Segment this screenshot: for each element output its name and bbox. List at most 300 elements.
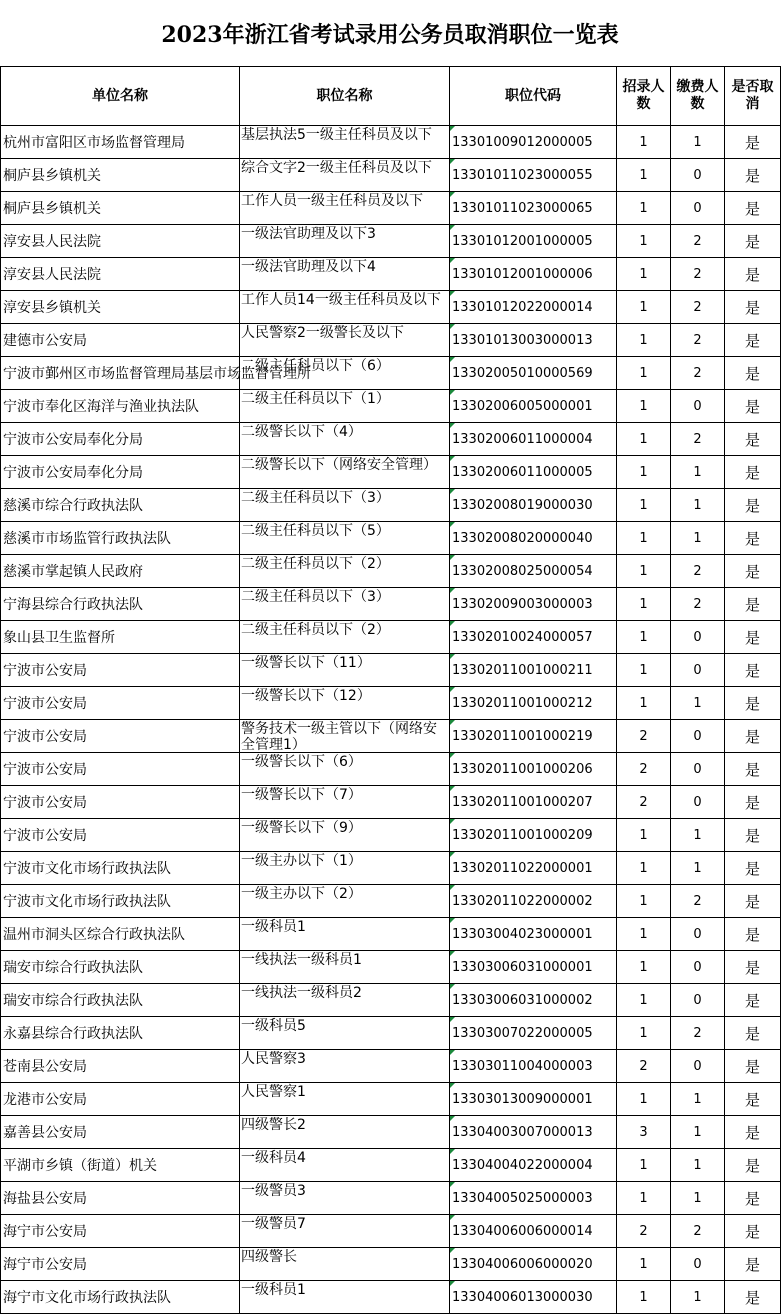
cancel-status-cell[interactable]: 是 <box>725 159 781 192</box>
paid-count-cell[interactable]: 0 <box>671 951 725 984</box>
position-cell[interactable] <box>240 1050 450 1083</box>
paid-count-cell[interactable]: 0 <box>671 1248 725 1281</box>
text-number-indicator-icon <box>450 1215 455 1220</box>
position-cell[interactable] <box>240 192 450 225</box>
paid-count-cell[interactable]: 0 <box>671 192 725 225</box>
position-text: 二级主任科员以下（2） <box>241 622 390 638</box>
paid-count-cell[interactable]: 2 <box>671 291 725 324</box>
cancel-status-cell[interactable]: 是 <box>725 951 781 984</box>
position-cell[interactable] <box>240 588 450 621</box>
text-number-indicator-icon <box>450 687 455 692</box>
hire-count-cell[interactable]: 2 <box>617 753 671 786</box>
paid-count-cell[interactable]: 1 <box>671 1116 725 1149</box>
position-cell[interactable] <box>240 126 450 159</box>
hire-count-cell[interactable]: 1 <box>617 852 671 885</box>
text-number-indicator-icon <box>450 390 455 395</box>
code-cell[interactable] <box>450 984 617 1017</box>
hire-count-cell[interactable]: 1 <box>617 1281 671 1314</box>
cancel-status-cell[interactable]: 是 <box>725 258 781 291</box>
code-cell[interactable] <box>450 852 617 885</box>
table-row <box>1 258 781 291</box>
paid-count-cell[interactable]: 1 <box>671 819 725 852</box>
unit-cell[interactable]: 苍南县公安局 <box>1 1050 240 1083</box>
paid-count-cell[interactable]: 2 <box>671 1215 725 1248</box>
position-cell[interactable] <box>240 423 450 456</box>
hire-count-cell[interactable]: 2 <box>617 720 671 753</box>
position-text: 工作人员14一级主任科员及以下 <box>241 292 441 308</box>
code-cell[interactable] <box>450 786 617 819</box>
position-cell[interactable] <box>240 819 450 852</box>
code-cell[interactable] <box>450 555 617 588</box>
text-number-indicator-icon <box>450 522 455 527</box>
header-paid[interactable]: 缴费人数 <box>671 67 725 126</box>
code-text: 13301011023000065 <box>452 200 593 216</box>
position-cell[interactable] <box>240 786 450 819</box>
code-cell[interactable] <box>450 225 617 258</box>
code-cell[interactable] <box>450 588 617 621</box>
code-cell[interactable] <box>450 1017 617 1050</box>
table-row <box>1 951 781 984</box>
position-cell[interactable] <box>240 456 450 489</box>
hire-count-cell[interactable]: 1 <box>617 918 671 951</box>
paid-count-cell[interactable]: 2 <box>671 423 725 456</box>
unit-cell[interactable]: 宁波市公安局 <box>1 687 240 720</box>
hire-count-cell[interactable]: 1 <box>617 126 671 159</box>
hire-count-cell[interactable]: 1 <box>617 489 671 522</box>
code-cell[interactable] <box>450 522 617 555</box>
code-cell[interactable] <box>450 423 617 456</box>
position-cell[interactable] <box>240 687 450 720</box>
code-cell[interactable] <box>450 390 617 423</box>
code-cell[interactable] <box>450 819 617 852</box>
position-text: 人民警察3 <box>241 1051 306 1067</box>
code-cell[interactable] <box>450 1281 617 1314</box>
code-cell[interactable] <box>450 192 617 225</box>
cancel-status-cell[interactable]: 是 <box>725 654 781 687</box>
position-cell[interactable] <box>240 390 450 423</box>
unit-cell[interactable]: 淳安县人民法院 <box>1 225 240 258</box>
unit-cell[interactable]: 永嘉县综合行政执法队 <box>1 1017 240 1050</box>
table-row <box>1 852 781 885</box>
paid-count-cell[interactable]: 2 <box>671 357 725 390</box>
position-cell[interactable] <box>240 291 450 324</box>
code-cell[interactable] <box>450 687 617 720</box>
code-text: 13302011022000001 <box>452 860 593 876</box>
unit-cell[interactable]: 桐庐县乡镇机关 <box>1 192 240 225</box>
table-row <box>1 918 781 951</box>
unit-cell[interactable]: 淳安县人民法院 <box>1 258 240 291</box>
header-unit[interactable]: 单位名称 <box>1 67 240 126</box>
unit-cell[interactable]: 宁海县综合行政执法队 <box>1 588 240 621</box>
text-number-indicator-icon <box>450 192 455 197</box>
code-text: 13302009003000003 <box>452 596 593 612</box>
code-cell[interactable] <box>450 324 617 357</box>
position-cell[interactable] <box>240 753 450 786</box>
table-row <box>1 984 781 1017</box>
text-number-indicator-icon <box>450 159 455 164</box>
unit-cell[interactable]: 宁波市公安局 <box>1 819 240 852</box>
paid-count-cell[interactable]: 0 <box>671 390 725 423</box>
cancel-status-cell[interactable]: 是 <box>725 819 781 852</box>
hire-count-cell[interactable]: 1 <box>617 423 671 456</box>
hire-count-cell[interactable]: 1 <box>617 819 671 852</box>
header-code[interactable]: 职位代码 <box>450 67 617 126</box>
code-cell[interactable] <box>450 1248 617 1281</box>
hire-count-cell[interactable]: 1 <box>617 522 671 555</box>
position-text: 一级科员1 <box>241 919 306 935</box>
hire-count-cell[interactable]: 2 <box>617 786 671 819</box>
unit-cell[interactable]: 宁波市公安局 <box>1 753 240 786</box>
unit-cell[interactable]: 宁波市公安局 <box>1 786 240 819</box>
position-cell[interactable] <box>240 159 450 192</box>
position-cell[interactable] <box>240 1281 450 1314</box>
position-cell[interactable] <box>240 621 450 654</box>
unit-cell[interactable]: 宁波市文化市场行政执法队 <box>1 885 240 918</box>
code-cell[interactable] <box>450 489 617 522</box>
code-cell[interactable] <box>450 159 617 192</box>
code-text: 13301013003000013 <box>452 332 593 348</box>
cancel-status-cell[interactable]: 是 <box>725 984 781 1017</box>
unit-cell[interactable]: 平湖市乡镇（街道）机关 <box>1 1149 240 1182</box>
paid-count-cell[interactable]: 1 <box>671 852 725 885</box>
code-cell[interactable] <box>450 951 617 984</box>
unit-cell[interactable]: 慈溪市综合行政执法队 <box>1 489 240 522</box>
paid-count-cell[interactable]: 0 <box>671 159 725 192</box>
text-number-indicator-icon <box>450 918 455 923</box>
unit-cell[interactable]: 慈溪市掌起镇人民政府 <box>1 555 240 588</box>
hire-count-cell[interactable]: 1 <box>617 951 671 984</box>
cancel-status-cell[interactable]: 是 <box>725 621 781 654</box>
text-number-indicator-icon <box>450 984 455 989</box>
unit-cell[interactable]: 桐庐县乡镇机关 <box>1 159 240 192</box>
code-text: 13303013009000001 <box>452 1091 593 1107</box>
position-cell[interactable] <box>240 324 450 357</box>
cancel-status-cell[interactable]: 是 <box>725 423 781 456</box>
cancel-status-cell[interactable]: 是 <box>725 588 781 621</box>
code-cell[interactable] <box>450 126 617 159</box>
unit-cell[interactable]: 海宁市公安局 <box>1 1248 240 1281</box>
paid-count-cell[interactable]: 0 <box>671 1050 725 1083</box>
paid-count-cell[interactable]: 0 <box>671 918 725 951</box>
code-text: 13301012022000014 <box>452 299 593 315</box>
code-text: 13302010024000057 <box>452 629 593 645</box>
hire-count-cell[interactable]: 1 <box>617 390 671 423</box>
cancel-status-cell[interactable]: 是 <box>725 720 781 753</box>
table-row <box>1 753 781 786</box>
unit-cell[interactable]: 宁波市公安局 <box>1 654 240 687</box>
hire-count-cell[interactable]: 1 <box>617 357 671 390</box>
cancel-status-cell[interactable]: 是 <box>725 1083 781 1116</box>
text-number-indicator-icon <box>450 1116 455 1121</box>
cancel-status-cell[interactable]: 是 <box>725 555 781 588</box>
hire-count-cell[interactable]: 1 <box>617 324 671 357</box>
position-cell[interactable] <box>240 357 450 390</box>
unit-cell[interactable]: 宁波市奉化区海洋与渔业执法队 <box>1 390 240 423</box>
position-text: 一级法官助理及以下3 <box>241 226 376 242</box>
paid-count-cell[interactable]: 2 <box>671 1017 725 1050</box>
paid-count-cell[interactable]: 0 <box>671 753 725 786</box>
code-text: 13304003007000013 <box>452 1124 593 1140</box>
position-cell[interactable] <box>240 555 450 588</box>
paid-count-cell[interactable]: 1 <box>671 522 725 555</box>
cancel-status-cell[interactable]: 是 <box>725 885 781 918</box>
position-text: 一级警长以下（12） <box>241 688 371 704</box>
cancel-status-cell[interactable]: 是 <box>725 1050 781 1083</box>
cancel-status-cell[interactable]: 是 <box>725 456 781 489</box>
code-cell[interactable] <box>450 1182 617 1215</box>
cancel-status-cell[interactable]: 是 <box>725 1116 781 1149</box>
text-number-indicator-icon <box>450 819 455 824</box>
code-cell[interactable] <box>450 720 617 753</box>
header-hire[interactable]: 招录人数 <box>617 67 671 126</box>
hire-count-cell[interactable]: 1 <box>617 687 671 720</box>
paid-count-cell[interactable]: 0 <box>671 720 725 753</box>
position-cell[interactable] <box>240 489 450 522</box>
unit-cell[interactable]: 瑞安市综合行政执法队 <box>1 984 240 1017</box>
paid-count-cell[interactable]: 1 <box>671 1083 725 1116</box>
cancel-status-cell[interactable]: 是 <box>725 1182 781 1215</box>
position-text: 一级警员3 <box>241 1183 306 1199</box>
cancel-status-cell[interactable]: 是 <box>725 357 781 390</box>
unit-cell[interactable]: 温州市洞头区综合行政执法队 <box>1 918 240 951</box>
code-text: 13302006005000001 <box>452 398 593 414</box>
position-cell[interactable] <box>240 720 450 753</box>
table-row <box>1 654 781 687</box>
code-text: 13302011001000206 <box>452 761 593 777</box>
header-cancel[interactable]: 是否取消 <box>725 67 781 126</box>
position-text: 一级警长以下（7） <box>241 787 362 803</box>
position-text: 四级警长 <box>241 1249 297 1265</box>
hire-count-cell[interactable]: 1 <box>617 1149 671 1182</box>
position-text: 一级警长以下（11） <box>241 655 371 671</box>
code-text: 13302011001000207 <box>452 794 593 810</box>
unit-cell[interactable]: 瑞安市综合行政执法队 <box>1 951 240 984</box>
code-text: 13302008020000040 <box>452 530 593 546</box>
cancel-status-cell[interactable]: 是 <box>725 291 781 324</box>
text-number-indicator-icon <box>450 621 455 626</box>
position-cell[interactable] <box>240 522 450 555</box>
position-text: 人民警察1 <box>241 1084 306 1100</box>
paid-count-cell[interactable]: 2 <box>671 324 725 357</box>
hire-count-cell[interactable]: 1 <box>617 159 671 192</box>
hire-count-cell[interactable]: 1 <box>617 555 671 588</box>
code-cell[interactable] <box>450 1050 617 1083</box>
code-cell[interactable] <box>450 1149 617 1182</box>
cancel-status-cell[interactable]: 是 <box>725 489 781 522</box>
text-number-indicator-icon <box>450 291 455 296</box>
unit-cell[interactable]: 象山县卫生监督所 <box>1 621 240 654</box>
cancel-status-cell[interactable]: 是 <box>725 1215 781 1248</box>
code-cell[interactable] <box>450 456 617 489</box>
hire-count-cell[interactable]: 3 <box>617 1116 671 1149</box>
code-cell[interactable] <box>450 885 617 918</box>
unit-cell[interactable]: 海宁市文化市场行政执法队 <box>1 1281 240 1314</box>
cancel-status-cell[interactable]: 是 <box>725 225 781 258</box>
position-cell[interactable] <box>240 1149 450 1182</box>
hire-count-cell[interactable]: 1 <box>617 1248 671 1281</box>
position-cell[interactable] <box>240 984 450 1017</box>
header-position[interactable]: 职位名称 <box>240 67 450 126</box>
hire-count-cell[interactable]: 1 <box>617 1182 671 1215</box>
cancel-status-cell[interactable]: 是 <box>725 324 781 357</box>
table-row <box>1 1083 781 1116</box>
unit-cell[interactable]: 杭州市富阳区市场监督管理局 <box>1 126 240 159</box>
cancel-status-cell[interactable]: 是 <box>725 918 781 951</box>
unit-cell[interactable]: 淳安县乡镇机关 <box>1 291 240 324</box>
table-row <box>1 885 781 918</box>
cancel-status-cell[interactable]: 是 <box>725 126 781 159</box>
code-cell[interactable] <box>450 753 617 786</box>
code-cell[interactable] <box>450 1215 617 1248</box>
position-text: 一级科员4 <box>241 1150 306 1166</box>
cancel-status-cell[interactable]: 是 <box>725 1149 781 1182</box>
hire-count-cell[interactable]: 1 <box>617 291 671 324</box>
text-number-indicator-icon <box>450 951 455 956</box>
table-row <box>1 1116 781 1149</box>
paid-count-cell[interactable]: 1 <box>671 489 725 522</box>
unit-cell[interactable]: 宁波市鄞州区市场监督管理局基层市场监督管理所 <box>1 357 240 390</box>
unit-cell[interactable]: 建德市公安局 <box>1 324 240 357</box>
cancel-status-cell[interactable]: 是 <box>725 390 781 423</box>
code-cell[interactable] <box>450 258 617 291</box>
text-number-indicator-icon <box>450 885 455 890</box>
text-number-indicator-icon <box>450 1050 455 1055</box>
position-text: 二级主任科员以下（3） <box>241 589 390 605</box>
table-row <box>1 357 781 390</box>
code-text: 13302006011000005 <box>452 464 593 480</box>
table-row <box>1 126 781 159</box>
code-cell[interactable] <box>450 654 617 687</box>
position-text: 一级警员7 <box>241 1216 306 1232</box>
paid-count-cell[interactable]: 2 <box>671 258 725 291</box>
hire-count-cell[interactable]: 1 <box>617 225 671 258</box>
position-cell[interactable] <box>240 1215 450 1248</box>
position-cell[interactable] <box>240 951 450 984</box>
code-text: 13304006006000020 <box>452 1256 593 1272</box>
position-cell[interactable] <box>240 258 450 291</box>
hire-count-cell[interactable]: 2 <box>617 1215 671 1248</box>
unit-cell[interactable]: 宁波市文化市场行政执法队 <box>1 852 240 885</box>
position-text: 二级主任科员以下（5） <box>241 523 390 539</box>
text-number-indicator-icon <box>450 1248 455 1253</box>
unit-cell[interactable]: 宁波市公安局 <box>1 720 240 753</box>
table-row <box>1 522 781 555</box>
position-text: 一级主办以下（1） <box>241 853 362 869</box>
paid-count-cell[interactable]: 2 <box>671 225 725 258</box>
hire-count-cell[interactable]: 1 <box>617 588 671 621</box>
table-row <box>1 1149 781 1182</box>
unit-cell[interactable]: 慈溪市市场监管行政执法队 <box>1 522 240 555</box>
hire-count-cell[interactable]: 1 <box>617 984 671 1017</box>
code-cell[interactable] <box>450 291 617 324</box>
unit-cell[interactable]: 宁波市公安局奉化分局 <box>1 456 240 489</box>
code-cell[interactable] <box>450 357 617 390</box>
position-text: 二级主任科员以下（2） <box>241 556 390 572</box>
paid-count-cell[interactable]: 1 <box>671 126 725 159</box>
position-cell[interactable] <box>240 225 450 258</box>
table-row <box>1 1281 781 1314</box>
paid-count-cell[interactable]: 1 <box>671 1182 725 1215</box>
position-cell[interactable] <box>240 852 450 885</box>
position-text: 一级主办以下（2） <box>241 886 362 902</box>
hire-count-cell[interactable]: 1 <box>617 621 671 654</box>
cancel-status-cell[interactable]: 是 <box>725 1017 781 1050</box>
paid-count-cell[interactable]: 0 <box>671 984 725 1017</box>
paid-count-cell[interactable]: 2 <box>671 885 725 918</box>
code-cell[interactable] <box>450 1083 617 1116</box>
position-cell[interactable] <box>240 1248 450 1281</box>
table-row <box>1 324 781 357</box>
code-cell[interactable] <box>450 1116 617 1149</box>
cancel-status-cell[interactable]: 是 <box>725 1248 781 1281</box>
paid-count-cell[interactable]: 0 <box>671 621 725 654</box>
hire-count-cell[interactable]: 1 <box>617 1083 671 1116</box>
paid-count-cell[interactable]: 1 <box>671 1149 725 1182</box>
code-text: 13304005025000003 <box>452 1190 593 1206</box>
position-cell[interactable] <box>240 1083 450 1116</box>
table-row <box>1 1182 781 1215</box>
unit-cell[interactable]: 龙港市公安局 <box>1 1083 240 1116</box>
code-cell[interactable] <box>450 918 617 951</box>
unit-cell[interactable]: 海盐县公安局 <box>1 1182 240 1215</box>
position-cell[interactable] <box>240 918 450 951</box>
paid-count-cell[interactable]: 1 <box>671 687 725 720</box>
position-text: 综合文字2一级主任科员及以下 <box>241 160 432 176</box>
position-cell[interactable] <box>240 1116 450 1149</box>
hire-count-cell[interactable]: 1 <box>617 258 671 291</box>
paid-count-cell[interactable]: 0 <box>671 654 725 687</box>
hire-count-cell[interactable]: 1 <box>617 1017 671 1050</box>
paid-count-cell[interactable]: 0 <box>671 786 725 819</box>
cancel-status-cell[interactable]: 是 <box>725 687 781 720</box>
cancel-status-cell[interactable]: 是 <box>725 192 781 225</box>
code-text: 13302008019000030 <box>452 497 593 513</box>
cancel-status-cell[interactable]: 是 <box>725 852 781 885</box>
position-text: 二级主任科员以下（3） <box>241 490 390 506</box>
position-cell[interactable] <box>240 654 450 687</box>
position-text: 警务技术一级主管以下（网络安全管理1） <box>241 721 437 753</box>
position-text: 一级科员1 <box>241 1282 306 1298</box>
unit-cell[interactable]: 嘉善县公安局 <box>1 1116 240 1149</box>
cancel-status-cell[interactable]: 是 <box>725 786 781 819</box>
hire-count-cell[interactable]: 1 <box>617 885 671 918</box>
code-cell[interactable] <box>450 621 617 654</box>
paid-count-cell[interactable]: 1 <box>671 456 725 489</box>
hire-count-cell[interactable]: 1 <box>617 654 671 687</box>
cancel-status-cell[interactable]: 是 <box>725 753 781 786</box>
position-text: 基层执法5一级主任科员及以下 <box>241 127 432 143</box>
code-text: 13302008025000054 <box>452 563 593 579</box>
paid-count-cell[interactable]: 2 <box>671 588 725 621</box>
position-cell[interactable] <box>240 1017 450 1050</box>
text-number-indicator-icon <box>450 423 455 428</box>
position-cell[interactable] <box>240 885 450 918</box>
table-row <box>1 720 781 753</box>
table-row <box>1 621 781 654</box>
text-number-indicator-icon <box>450 258 455 263</box>
cancel-status-cell[interactable]: 是 <box>725 1281 781 1314</box>
unit-cell[interactable]: 宁波市公安局奉化分局 <box>1 423 240 456</box>
paid-count-cell[interactable]: 2 <box>671 555 725 588</box>
paid-count-cell[interactable]: 1 <box>671 1281 725 1314</box>
code-text: 13304006013000030 <box>452 1289 593 1305</box>
unit-cell[interactable]: 海宁市公安局 <box>1 1215 240 1248</box>
cancel-status-cell[interactable]: 是 <box>725 522 781 555</box>
hire-count-cell[interactable]: 1 <box>617 192 671 225</box>
hire-count-cell[interactable]: 1 <box>617 456 671 489</box>
hire-count-cell[interactable]: 2 <box>617 1050 671 1083</box>
position-cell[interactable] <box>240 1182 450 1215</box>
